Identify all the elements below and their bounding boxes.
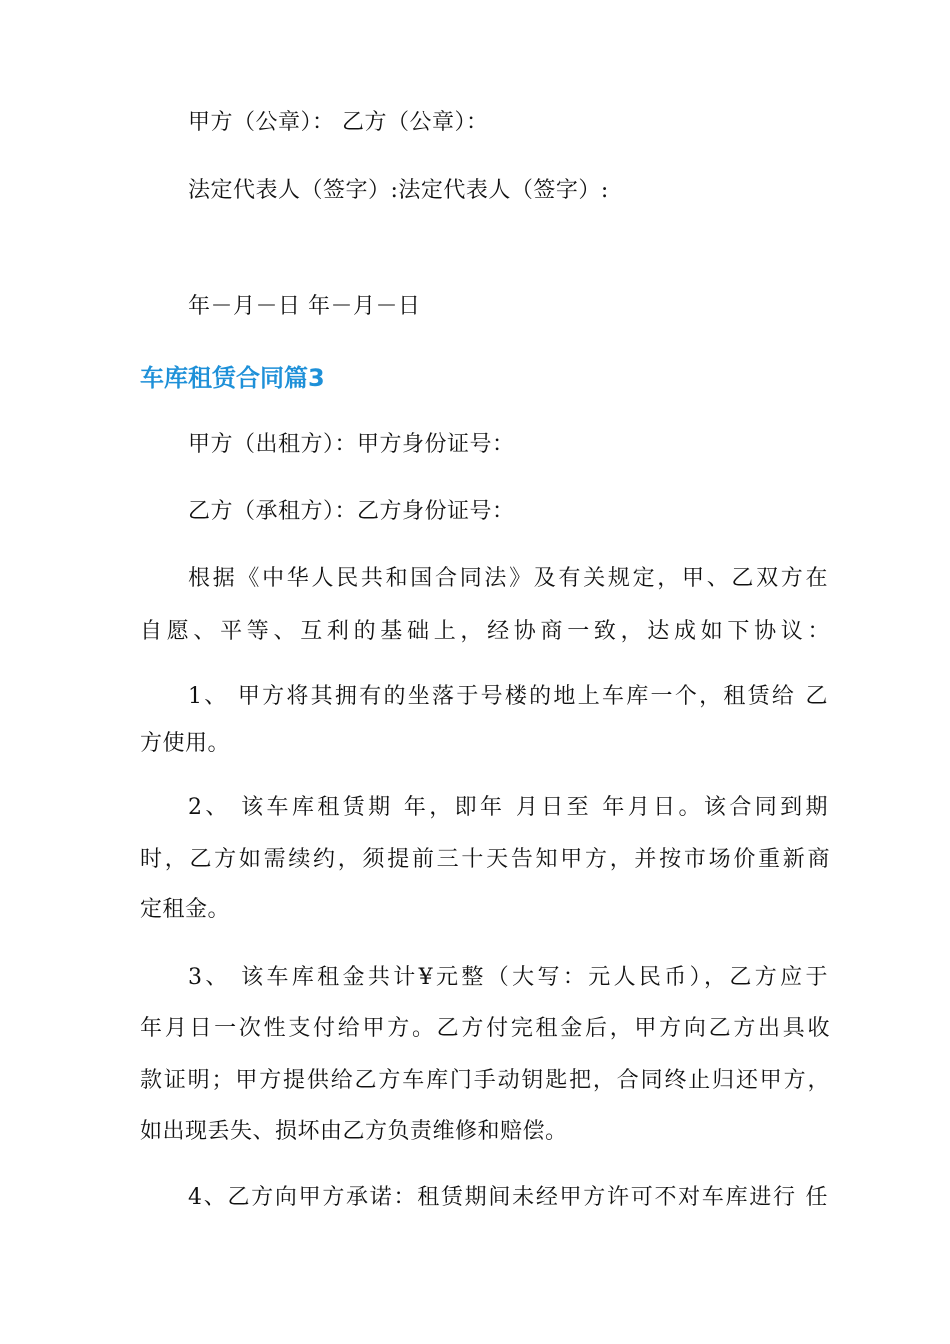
signature-dates-line: 年－月－日 年－月－日 [188, 294, 421, 319]
clause3-line-2: 年月日一次性支付给甲方。乙方付完租金后，甲方向乙方出具收 [140, 1016, 830, 1041]
party-b-line: 乙方（承租方）：乙方身份证号： [188, 499, 515, 524]
clause3-line-3: 款证明；甲方提供给乙方车库门手动钥匙把，合同终止归还甲方， [140, 1068, 830, 1093]
clause1-line-2: 方使用。 [140, 731, 231, 756]
legal-representatives-line: 法定代表人（签字）:法定代表人（签字）: [188, 178, 609, 203]
clause4-line-1: 4、乙方向甲方承诺：租赁期间未经甲方许可不对车库进行 任 [188, 1185, 828, 1210]
party-seals-line: 甲方（公章）： 乙方（公章）： [188, 110, 489, 135]
clause1-line-1: 1、 甲方将其拥有的坐落于号楼的地上车库一个，租赁给 乙 [188, 684, 828, 709]
party-a-line: 甲方（出租方）：甲方身份证号： [188, 432, 515, 457]
clause2-line-3: 定租金。 [140, 897, 231, 922]
clause3-line-4: 如出现丢失、损坏由乙方负责维修和赔偿。 [140, 1119, 568, 1144]
clause3-line-1: 3、 该车库租金共计¥元整（大写：元人民币），乙方应于 [188, 965, 828, 990]
intro-line-1: 根据《中华人民共和国合同法》及有关规定，甲、乙双方在 [188, 566, 828, 591]
clause2-line-1: 2、 该车库租赁期 年，即年 月日至 年月日。该合同到期 [188, 795, 828, 820]
clause2-line-2: 时，乙方如需续约，须提前三十天告知甲方，并按市场价重新商 [140, 847, 830, 872]
intro-line-2: 自愿、平等、互利的基础上，经协商一致，达成如下协议： [140, 619, 830, 644]
section-heading: 车库租赁合同篇3 [140, 364, 325, 392]
